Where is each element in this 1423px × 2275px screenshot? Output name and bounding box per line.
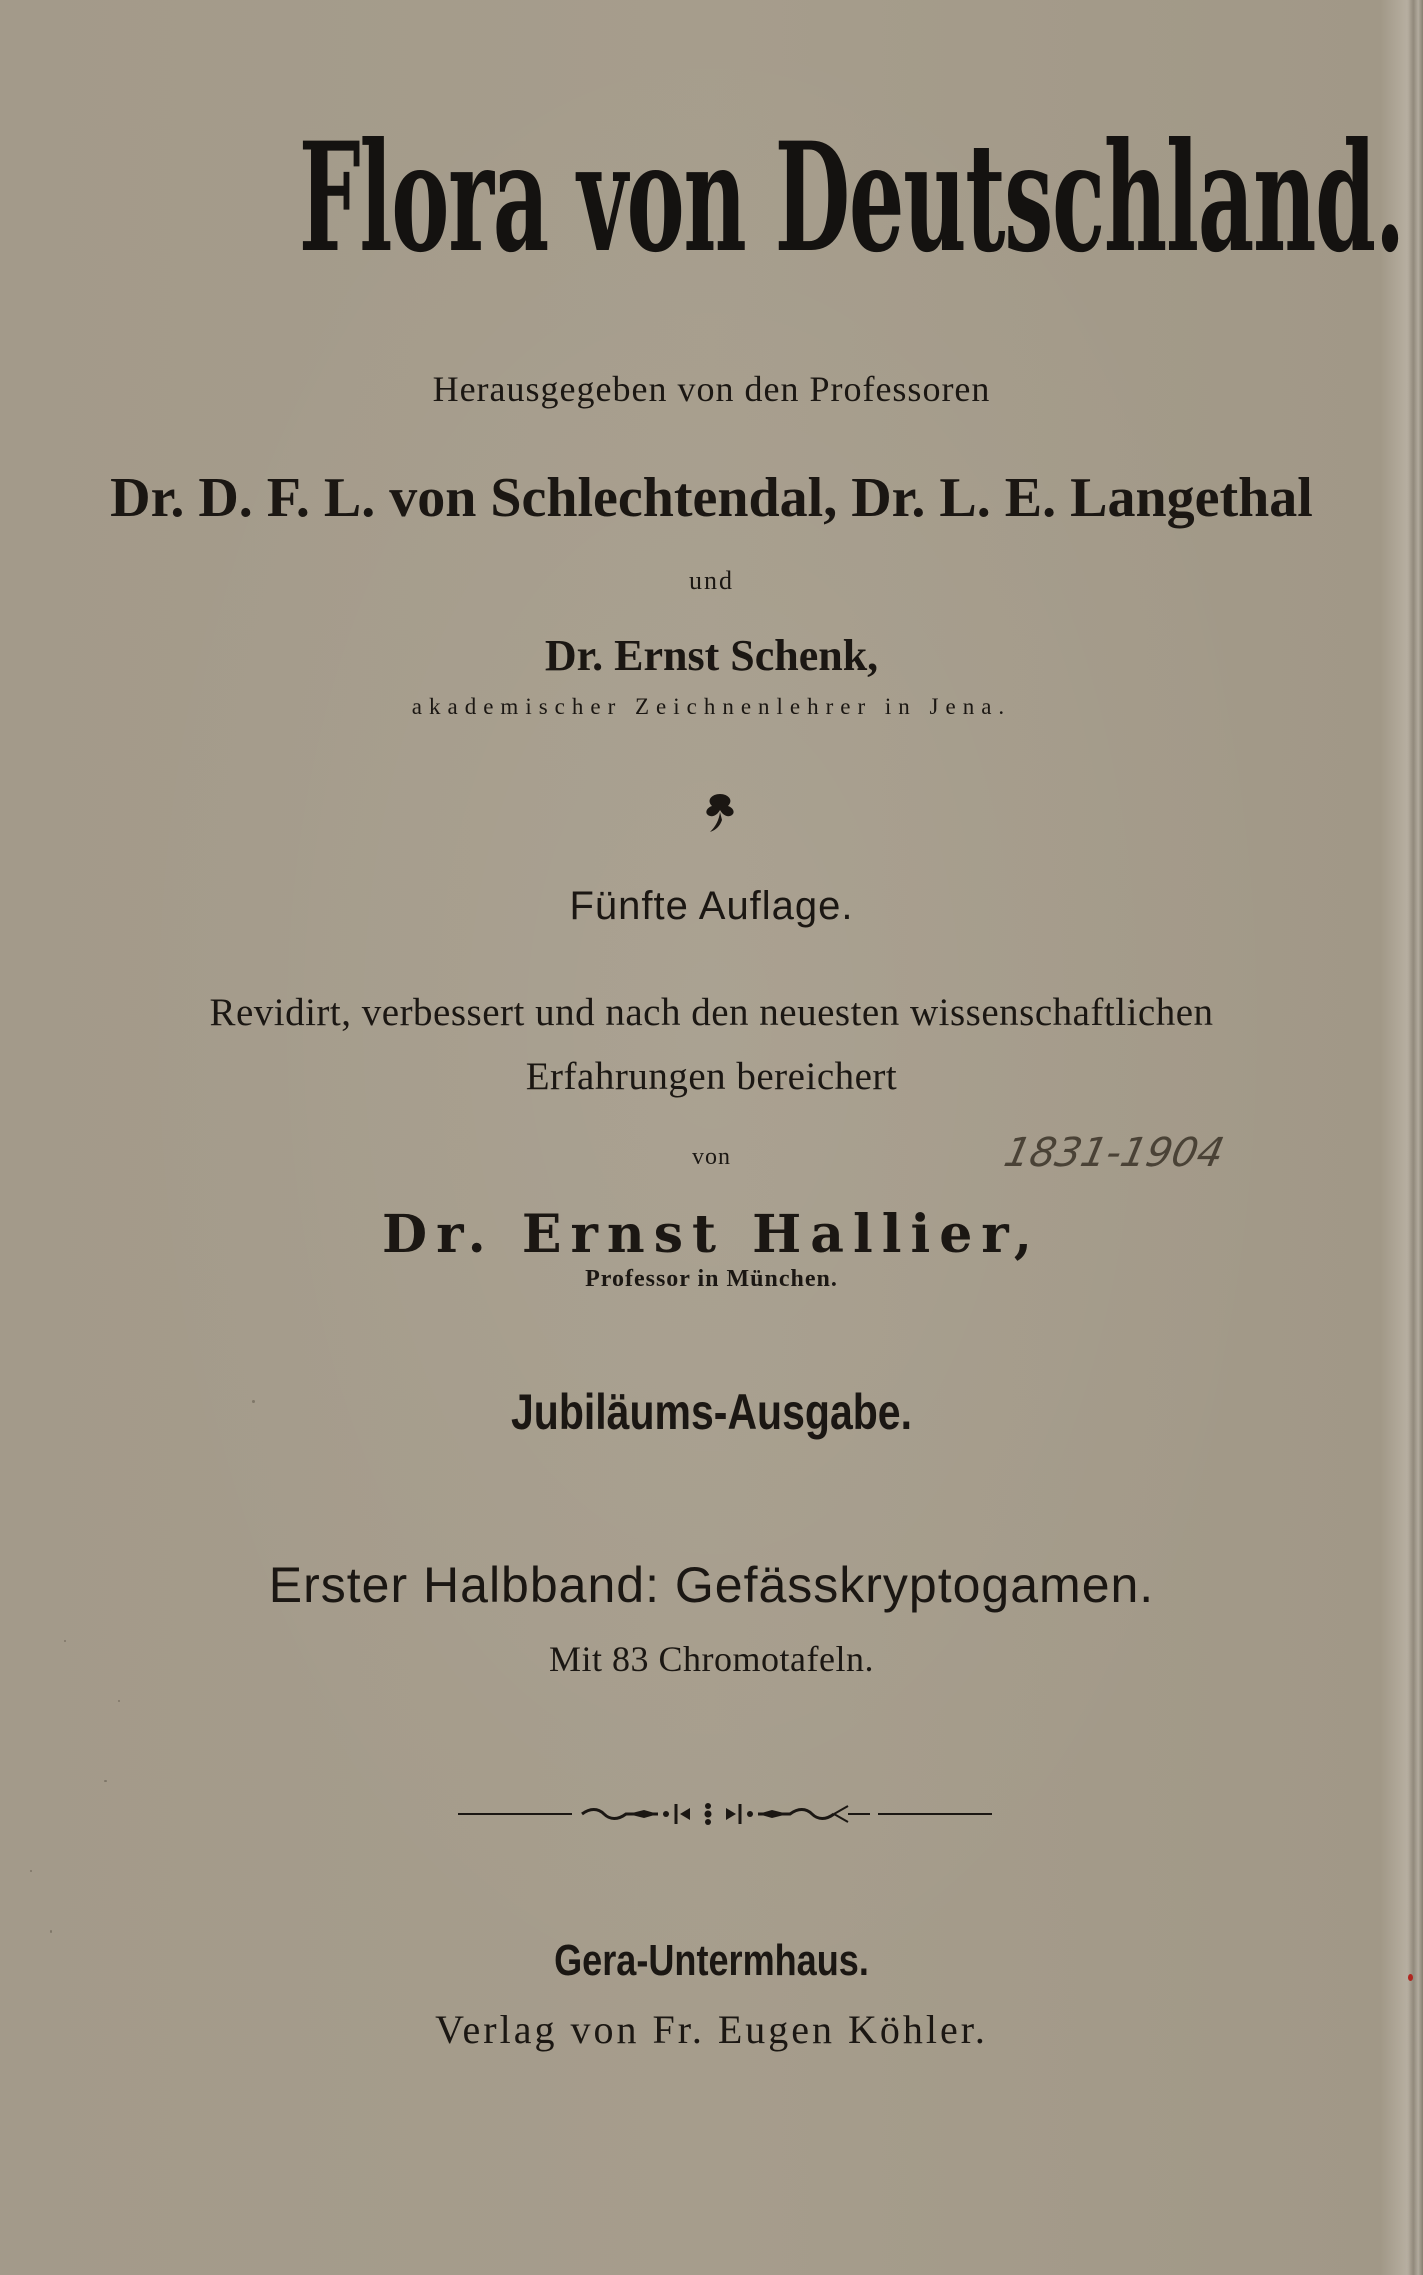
page-edge bbox=[1407, 0, 1423, 2275]
fleuron-icon bbox=[700, 790, 740, 838]
paper-speck bbox=[118, 1700, 120, 1702]
ornamental-rule bbox=[458, 1800, 992, 1828]
revision-line-2: Erfahrungen bereichert bbox=[525, 1055, 898, 1098]
paper-speck bbox=[50, 1930, 52, 1933]
paper-speck bbox=[64, 1640, 66, 1642]
ink-speck bbox=[1408, 1974, 1413, 1981]
edition: Fünfte Auflage. bbox=[569, 884, 854, 928]
coeditor-role: akademischer Zeichnenlehrer in Jena. bbox=[411, 694, 1012, 719]
volume-title: Erster Halbband: Gefässkryptogamen. bbox=[268, 1557, 1155, 1613]
plates-note: Mit 83 Chromotafeln. bbox=[549, 1639, 874, 1679]
editors-names: Dr. D. F. L. von Schlechtendal, Dr. L. E. Langethal bbox=[110, 467, 1313, 529]
reviser-name: Dr. Ernst Hallier, bbox=[381, 1204, 1042, 1265]
coeditor-name: Dr. Ernst Schenk, bbox=[544, 631, 879, 680]
reviser-role: Professor in München. bbox=[585, 1266, 838, 1292]
paper-speck bbox=[30, 1870, 32, 1872]
paper-speck bbox=[104, 1780, 107, 1782]
handwritten-dates: 1831-1904 bbox=[1000, 1130, 1228, 1176]
place-of-publication: Gera-Untermhaus. bbox=[554, 1936, 869, 1985]
publisher: Verlag von Fr. Eugen Köhler. bbox=[435, 2007, 988, 2052]
conjunction: und bbox=[689, 566, 734, 595]
by-word: von bbox=[692, 1144, 731, 1170]
book-title: Flora von Deutschland. bbox=[298, 110, 1405, 286]
paper-speck bbox=[252, 1400, 255, 1403]
revision-line-1: Revidirt, verbessert und nach den neuesten wissenschaftlichen bbox=[209, 991, 1214, 1034]
editors-intro: Herausgegeben von den Professoren bbox=[432, 369, 991, 409]
special-edition: Jubiläums-Ausgabe. bbox=[511, 1384, 912, 1440]
